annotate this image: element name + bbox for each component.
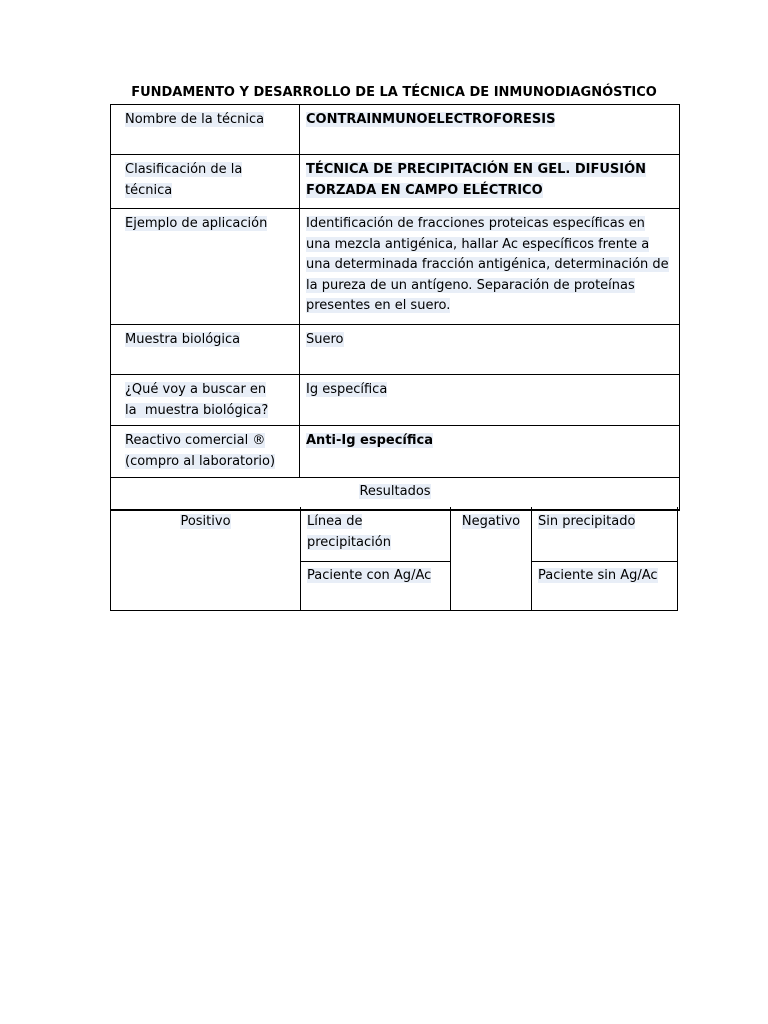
row-label-line1: ¿Qué voy a buscar en [125,382,267,397]
row-value-text: Suero [306,332,344,347]
row-label [111,209,300,325]
results-header-text: Resultados [359,484,431,499]
table-row-search-target [111,375,680,426]
row-label-line2: la muestra biológica? [125,402,269,418]
negative-label-cell [451,512,531,533]
row-value [300,209,680,325]
row-label [111,155,300,209]
divider [300,561,450,562]
row-value-text: Ig específica [306,382,388,397]
table-row-technique-name [111,105,680,155]
table-row-commercial-reagent [111,426,680,478]
document-title [110,85,678,100]
document-title-text: FUNDAMENTO Y DESARROLLO DE LA TÉCNICA DE INMUNODIAGNÓSTICO [131,85,657,100]
negative-patient-cell [538,566,678,587]
positive-result-cell [307,512,447,553]
table-row-technique-classification [111,155,680,209]
negative-patient: Paciente sin Ag/Ac [538,568,658,583]
divider [531,561,677,562]
negative-result-cell [538,512,678,533]
positive-result-line1: Línea de [307,514,363,529]
row-value-text: TÉCNICA DE PRECIPITACIÓN EN GEL. DIFUSIÓN FORZADA EN CAMPO ELÉCTRICO [306,162,647,198]
row-label-text: Nombre de la técnica [125,112,265,127]
technique-table [110,104,680,511]
row-label [111,105,300,155]
results-grid [110,507,678,611]
row-label [111,426,300,478]
row-value-text: Anti-Ig específica [306,433,434,448]
positive-result-line2: precipitación [307,534,391,550]
row-value [300,155,680,209]
row-value-text: Identificación de fracciones proteicas específicas en una mezcla antigénica, hallar Ac específicos frente a una determinada fracción antigénica, determinación de la pureza de un antígeno. Separación de proteínas presentes en el suero. [306,216,669,313]
row-value-text: CONTRAINMUNOELECTROFORESIS [306,112,556,127]
positive-label-cell [111,512,300,533]
row-label-text: Muestra biológica [125,332,241,347]
negative-result: Sin precipitado [538,514,636,529]
row-label-text: Clasificación de la técnica [125,162,243,198]
row-label [111,325,300,375]
positive-patient: Paciente con Ag/Ac [307,568,432,583]
row-label [111,375,300,426]
negative-label: Negativo [461,514,521,529]
table-row-biological-sample [111,325,680,375]
divider [531,507,532,610]
table-row-application-example [111,209,680,325]
row-value [300,105,680,155]
positive-patient-cell [307,566,447,587]
row-label-line1: Reactivo comercial ® [125,433,266,448]
row-label-text: Ejemplo de aplicación [125,216,268,231]
table-row-results-header [111,478,680,510]
row-value [300,375,680,426]
row-value [300,426,680,478]
results-header [111,478,680,510]
row-value [300,325,680,375]
divider [300,507,301,610]
row-label-line2: (compro al laboratorio) [125,453,276,469]
positive-label: Positivo [180,514,231,529]
